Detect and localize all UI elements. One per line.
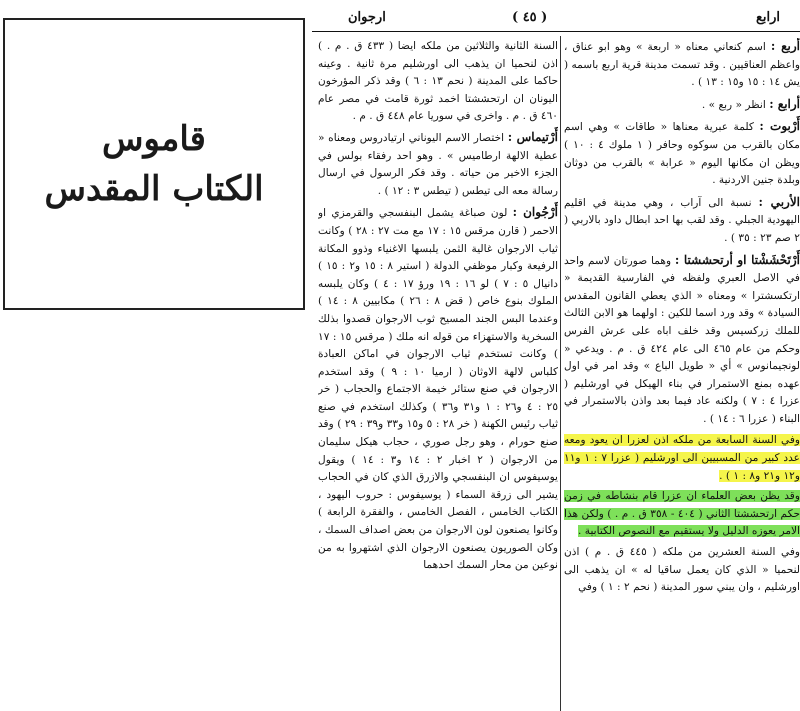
entry-head: أَرْتَحْشَشْتا او أرتحششتا :	[674, 252, 800, 267]
header-right-word: ارابع	[755, 10, 780, 25]
cover-title-line1: قاموس	[102, 118, 206, 159]
entry	[564, 118, 800, 189]
page-number: ( ٤٥ )	[512, 10, 548, 25]
column-divider	[560, 36, 561, 711]
entry-text: انظر « ربع » .	[701, 98, 766, 111]
entry-text: نسبة الى آراب ، وهي مدينة في اقليم اليهودية الجبلي . وقد لقب بها احد ابطال داود بالاربي ( ٢ صم ٢٣ : ٣٥ ) .	[564, 196, 800, 244]
paragraph-text: وفي السنة العشرين من ملكه ( ٤٤٥ ق . م ) اذن لنحميا « الذي كان يعمل ساقيا له » ان يذهب الى اورشليم ، وان يبني سور المدينة ( نحم ٢ : ١ ) وفي	[564, 546, 800, 594]
header-left-word: ارجوان	[348, 10, 386, 25]
entry-head: أَرْبوت :	[759, 119, 800, 134]
paragraph-text: السنة الثانية والثلاثين من ملكه ايضا ( ٤٣٣ ق . م . ) اذن لنحميا ان يذهب الى اورشليم مرة ثانية . وعينه حاكما على المدينة ( نحم ١٣ : ٦ ) وقد ذكر المؤرخون اليونان ان ارتحششتا اخمد ثورة قامت في مصر عام ٤٦٠ ق . م . واخرى في سوريا عام ٤٤٨ ق . م .	[318, 40, 558, 123]
entry	[564, 96, 800, 115]
entry-head: الأربي :	[758, 194, 800, 209]
entry	[564, 252, 800, 429]
right-column	[564, 38, 800, 708]
entry	[318, 204, 558, 574]
dictionary-page	[312, 0, 800, 711]
entry-text: اسم كنعاني معناه « اربعة » وهو ابو عناق ، واعظم العناقيين . وقد تسمت مدينة قرية اربع باسمه ( يش ١٤ : ١٥ و١٥ : ١٣ ) .	[564, 41, 800, 89]
entry-head: أَرْجُوان :	[512, 205, 558, 220]
highlighted-paragraph-green	[564, 488, 800, 541]
highlight-text: وقد يظن بعض العلماء ان عزرا قام بنشاطه في زمن حكم ارتحششتا الثاني ( ٤٠٤ - ٣٥٨ ق . م . ) ولكن هذا الامر يعوزه الدليل ولا يستقيم مع النصوص الكتابية .	[564, 490, 800, 538]
entry-head: أربع :	[770, 39, 800, 53]
highlight-text: وفي السنة السابعة من ملكه اذن لعزرا ان يعود ومعه عدد كبير من المسبيين الى اورشليم ( عزرا ٧ : ١ و١١ و١٢ و٢١ و٨ : ١ ) .	[564, 434, 800, 482]
cover-title-line2: الكتاب المقدس	[44, 169, 264, 209]
entry-text: اختصار الاسم اليوناني ارتيادروس ومعناه « عطية الالهة ارطاميس » . وهو احد رفقاء بولس في الجزء الاخير من حياته . وقد فكر الرسول في ارسال رسالة معه الى تيطس ( تيطس ٣ : ١٢ ) .	[318, 131, 558, 197]
entry-text: كلمة عبرية معناها « طاقات » وهي اسم مكان بالقرب من سوكوه وحافر ( ١ ملوك ٤ : ١٠ ) ويظن ان مكانها اليوم « عرابة » بالقرب من دوثان وبلدة جنين الاردنية .	[564, 121, 800, 187]
paragraph	[564, 544, 800, 597]
entry-text: لون صباغة يشمل البنفسجي والقرمزي او الاحمر ( قارن مرقس ١٥ : ١٧ مع مت ٢٧ : ٢٨ ) وكانت ثياب الارجوان غالية الثمن يلبسها الاغنياء وذوو المكانة الرفيعة وكبار موظفي الدولة ( استير ٨ : ١٥ و٢ : ١٥ ) دانيال ٥ : ٧ ) لو ١٦ : ١٩ ورؤ ١٧ : ٤ ) وكان يلبسه الملوك بنوع خاص ( قض ٨ : ٢٦ ) مكابيين ٨ : ١٤ ) وعندما البس الجند المسيح ثوب الارجوان قصدوا بذلك السخرية والاستهزاء من قوله انه ملك ( مرقس ١٥ : ١٧ ) وكانت تستخدم ثياب الارجوان في اماكن العبادة كلباس لالهة الاوثان ( ارميا ١٠ : ٩ ) وقد استخدم الارجوان في صنع ستائر خيمة الاجتماع والحجاب ( خر ٢٥ : ٤ و٢٦ : ١ و٣١ و٣٦ ) وكذلك استخدم في صنع ثياب رئيس الكهنة ( خر ٢٨ : ٥ و١٥ و٣٣ و٣٩ : ٢٩ ) وقد صنع حورام ، وهو رجل صوري ، حجاب هيكل سليمان من الارجوان ( ٢ اخبار ٢ : ١٤ و٣ : ١٤ ) ويقول يوسيفوس ان البنفسجي والازرق الذي كان في الحجاب يشير الى زرقة السماء ( يوسيفوس : حروب اليهود ، الكتاب الخامس ، الفصل الخامس ، والفقرة الرابعة ) وكانوا يصنعون لون الارجوان من بعض اصداف السمك ، وكان الصوريون يصنعون الارجوان الذي اشتهروا به من نوعين من محار السمك احدهما	[318, 207, 558, 572]
entry-head: أَرْتيماس :	[507, 129, 558, 144]
entry	[564, 194, 800, 248]
entry-head: أرابع :	[769, 96, 800, 111]
entry	[318, 129, 558, 200]
page-header	[312, 4, 800, 32]
entry	[564, 38, 800, 92]
entry-text: وهما صورتان لاسم واحد في الاصل العبري ولفظه في الفارسية القديمة « ارتكسشترا » ومعناه « الذي يعطي القانون المقدس السيادة » وقد ورد اسما للكين : اولهما هو الابن الثالث للملك زركسيس وقد خلف اباه على عرش الفرس وحكم من عام ٤٦٥ الى عام ٤٢٤ ق . م . ويدعي « لونجيمانوس » أي « طويل الباع » وقد امر في اول عهده بمنع الاستمرار في بناء الهيكل في اورشليم ( عزرا ٤ : ٧ ) ولكنه عاد فيما بعد واذن بالاستمرار في البناء ( عزرا ٦ : ١٤ ) .	[564, 254, 800, 425]
left-column	[318, 38, 558, 708]
cover-panel	[3, 18, 305, 310]
paragraph	[318, 38, 558, 126]
highlighted-paragraph-yellow	[564, 432, 800, 485]
